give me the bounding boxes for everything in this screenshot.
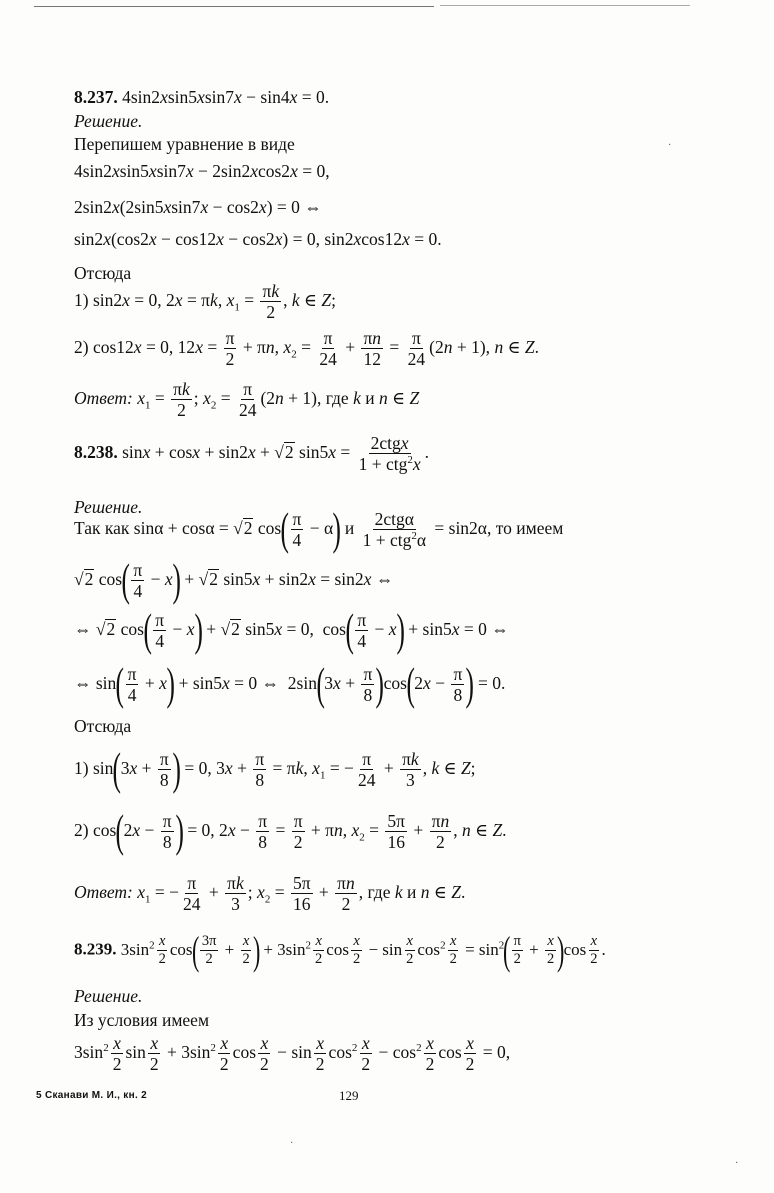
solution-label: Решение.	[74, 497, 143, 517]
case-1: 1) sin2x = 0, 2x = πk, $x_1$ = $\frac{\pi k}{2}$ , k ∈ Z;	[74, 281, 336, 323]
hence-label: Отсюда	[74, 263, 132, 283]
answer-label: Ответ:	[74, 387, 133, 408]
answer-line	[74, 380, 419, 420]
answer-value: $x_1$ = $\frac{\pi k}{2}$ ; $x_2$ = $\frac{\pi}{24}$ (2n + 1), где k и n ∈ Z	[137, 379, 420, 421]
solution-label: Решение.	[74, 111, 143, 131]
problem-number: 8.238.	[74, 441, 118, 462]
answer-value: $x_1$ = − $\frac{\pi}{24}$ + $\frac{\pi k}{3}$ ; $x_2$ = $\frac{5\pi}{16}$ + $\frac{\pi n}{2}$ , где k и n ∈ Z.	[137, 873, 466, 915]
equation-step: sin2x(cos2x − cos12x − cos2x) = 0, sin2xcos12x = 0.	[74, 229, 442, 249]
case-2: 2) cos(2x − $\frac{\pi}{8}$ ) = 0, 2x − $\frac{\pi}{8}$ = $\frac{\pi}{2}$ + πn, $x_2$ = $\frac{5\pi}{16}$ + $\frac{\pi n}{2}$ , n ∈ Z.	[74, 805, 507, 857]
solution-intro: Так как sinα + cosα = √2 cos( $\frac{\pi}{4}$ − α) и 2ctgα 1 + ctg$^2$α = sin2α, то имеем	[74, 503, 564, 555]
page-top-rule	[440, 5, 690, 6]
footer-source: 5 Сканави М. И., кн. 2	[36, 1090, 147, 1101]
problem-equation: sinx + cosx + sin2x + √2 sin5x = 2ctgx 1 + ctg$^2$x .	[122, 433, 430, 475]
answer-line	[74, 874, 465, 914]
page-number: 129	[339, 1088, 359, 1103]
equation-step: 2sin2x(2sin5xsin7x − cos2x) = 0 ⇔	[74, 197, 322, 217]
problem-heading	[74, 89, 329, 107]
problem-number: 8.237.	[74, 87, 118, 107]
case-1: 1) sin(3x + $\frac{\pi}{8}$ ) = 0, 3x + $\frac{\pi}{8}$ = πk, $x_1$ = − $\frac{\pi}{24}$ + $\frac{\pi k}{3}$ , k ∈ Z;	[74, 743, 476, 795]
case-2: 2) cos12x = 0, 12x = $\frac{\pi}{2}$ + πn, $x_2$ = $\frac{\pi}{24}$ + $\frac{\pi n}{12}$ = $\frac{\pi}{24}$ (2n + 1), n ∈ Z.	[74, 328, 540, 370]
solution-intro: Перепишем уравнение в виде	[74, 134, 295, 154]
page-top-rule	[34, 6, 434, 7]
equation-step: 4sin2xsin5xsin7x − 2sin2xcos2x = 0,	[74, 161, 330, 181]
problem-heading	[74, 927, 606, 973]
equation-step: ⇔ √2 cos( $\frac{\pi}{4}$ − x) + √2 sin5x = 0, cos( $\frac{\pi}{4}$ − x) + sin5x = 0 ⇔	[74, 604, 509, 656]
equation-step: $3\sin^2$ $\frac{x}{2}$ sin $\frac{x}{2}$ + $3\sin^2$ $\frac{x}{2}$ cos $\frac{x}{2}$ − sin $\frac{x}{2}$ $\cos^2$ $\frac{x}{2}$ − $\cos^2$ $\frac{x}{2}$ cos $\frac{x}{2}$ = 0,	[74, 1033, 511, 1075]
scan-speck: ·	[668, 140, 672, 151]
problem-heading	[74, 434, 429, 474]
answer-label: Ответ:	[74, 881, 133, 902]
problem-number: 8.239.	[74, 939, 117, 959]
problem-equation: $3\sin^2$ $\frac{x}{2}$ cos( $\frac{3\pi}{2}$ + $\frac{x}{2}$ ) + $3\sin^2$ $\frac{x}{2}$ cos $\frac{x}{2}$ − sin $\frac{x}{2}$ $\cos^2$ $\frac{x}{2}$ = $\sin^2$( $\frac{\pi}{2}$ + $\frac{x}{2}$ )cos $\frac{x}{2}$ .	[120, 927, 606, 973]
equation-step: √2 cos( $\frac{\pi}{4}$ − x) + √2 sin5x + sin2x = sin2x ⇔	[74, 554, 394, 606]
hence-label: Отсюда	[74, 716, 132, 736]
problem-equation: 4sin2xsin5xsin7x − sin4x = 0.	[122, 87, 330, 107]
scan-speck: ·	[735, 1158, 739, 1169]
scan-speck: ·	[290, 1138, 294, 1149]
equation-step: ⇔ sin( $\frac{\pi}{4}$ + x) + sin5x = 0 ⇔ 2sin(3x + $\frac{\pi}{8}$ )cos(2x − $\frac{\pi}{8}$ ) = 0.	[74, 658, 506, 710]
solution-intro: Из условия имеем	[74, 1010, 210, 1030]
solution-label: Решение.	[74, 986, 143, 1006]
